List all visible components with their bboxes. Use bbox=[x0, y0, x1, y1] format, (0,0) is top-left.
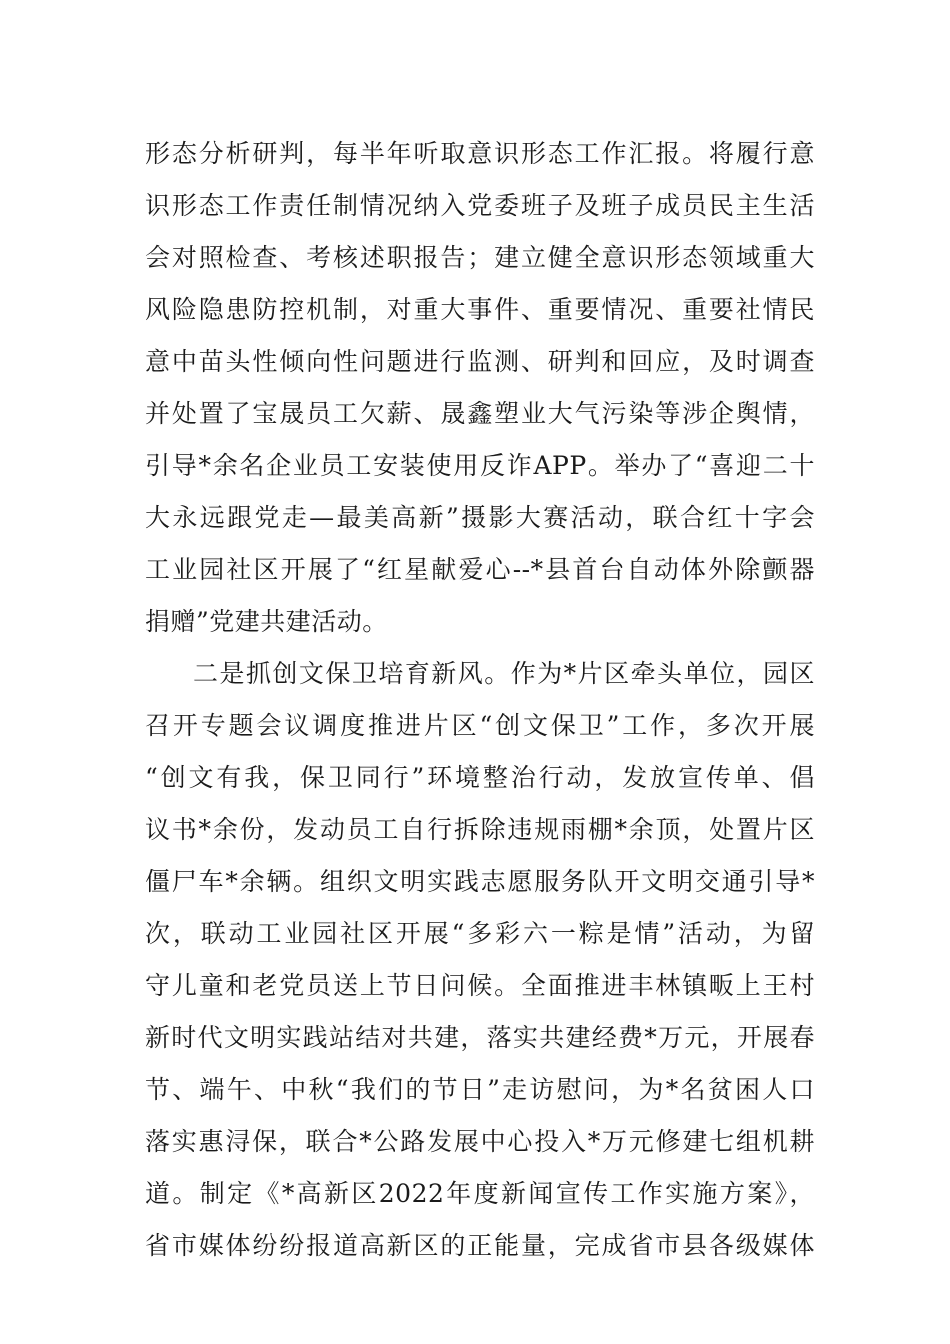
text-line: 议书*余份，发动员工自行拆除违规雨棚*余顶，处置片区 bbox=[145, 815, 815, 844]
text-line: 守儿童和老党员送上节日问候。全面推进丰林镇畈上王村 bbox=[145, 971, 815, 1000]
text-line: 僵尸车*余辆。组织文明实践志愿服务队开文明交通引导* bbox=[145, 867, 815, 896]
text-line: 会对照检查、考核述职报告；建立健全意识形态领域重大 bbox=[145, 243, 815, 272]
text-line: 二是抓创文保卫培育新风。作为*片区牵头单位，园区 bbox=[193, 659, 815, 688]
text-line: 捐赠”党建共建活动。 bbox=[145, 607, 388, 636]
text-line: 引导*余名企业员工安装使用反诈APP。举办了“喜迎二十 bbox=[145, 451, 815, 480]
text-line: 风险隐患防控机制，对重大事件、重要情况、重要社情民 bbox=[145, 295, 815, 324]
document-body bbox=[145, 128, 815, 1272]
text-line: 道。制定《*高新区2022年度新闻宣传工作实施方案》， bbox=[145, 1179, 815, 1208]
text-line: 次，联动工业园社区开展“多彩六一粽是情”活动，为留 bbox=[145, 919, 815, 948]
text-line: 召开专题会议调度推进片区“创文保卫”工作，多次开展 bbox=[145, 711, 815, 740]
text-line: 省市媒体纷纷报道高新区的正能量，完成省市县各级媒体 bbox=[145, 1231, 815, 1260]
text-line: 意中苗头性倾向性问题进行监测、研判和回应，及时调查 bbox=[145, 347, 815, 376]
text-line: 节、端午、中秋“我们的节日”走访慰问，为*名贫困人口 bbox=[145, 1075, 815, 1104]
text-line: “创文有我，保卫同行”环境整治行动，发放宣传单、倡 bbox=[145, 763, 815, 792]
text-line: 工业园社区开展了“红星献爱心--*县首台自动体外除颤器 bbox=[145, 555, 815, 584]
text-line: 并处置了宝晟员工欠薪、晟鑫塑业大气污染等涉企舆情， bbox=[145, 399, 815, 428]
text-line: 新时代文明实践站结对共建，落实共建经费*万元，开展春 bbox=[145, 1023, 815, 1052]
paragraph-2 bbox=[145, 648, 815, 1272]
paragraph-1 bbox=[145, 128, 815, 648]
text-line: 大永远跟党走—最美高新”摄影大赛活动，联合红十字会 bbox=[145, 503, 815, 532]
text-line: 落实惠浔保，联合*公路发展中心投入*万元修建七组机耕 bbox=[145, 1127, 815, 1156]
text-line: 识形态工作责任制情况纳入党委班子及班子成员民主生活 bbox=[145, 191, 815, 220]
text-line: 形态分析研判，每半年听取意识形态工作汇报。将履行意 bbox=[145, 139, 815, 168]
